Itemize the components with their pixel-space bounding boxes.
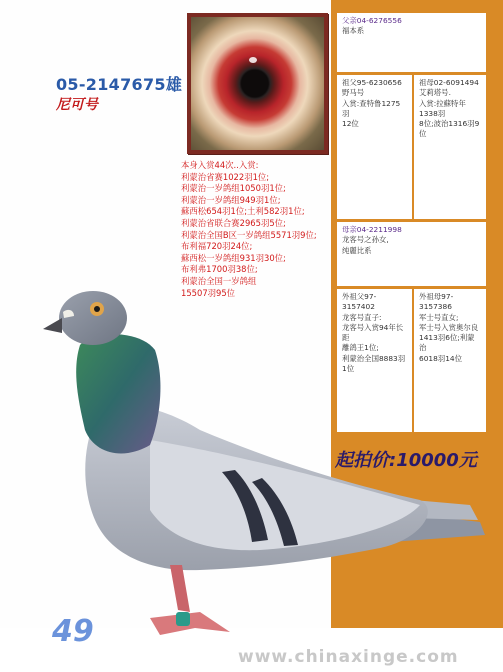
maternal-grandmother-ring: 外祖母97-3157386 — [419, 292, 454, 312]
father-card — [337, 13, 486, 72]
result-line: 利蒙治一岁鸽组949羽1位; — [181, 194, 281, 205]
father-line: 福本系 — [342, 26, 365, 36]
maternal-grandfather-line: 1位 — [342, 364, 355, 374]
paternal-grandmother-line: 入赏:拉蘇特年1338羽 — [419, 98, 466, 118]
page-number: 49 — [52, 614, 94, 649]
maternal-grandfather-line: 龙客号直子: — [342, 312, 382, 322]
result-line: 布利弗1700羽38位; — [181, 264, 258, 275]
paternal-grandfather-line: 野马号 — [342, 88, 365, 98]
eye-glint — [249, 57, 257, 63]
site-watermark: www.chinaxinge.com — [238, 647, 459, 667]
ring-number: 05-2147675雄 — [56, 75, 183, 94]
paternal-grandfather-ring: 祖父95-6230656 — [342, 78, 402, 87]
maternal-grandmother-line: 6018羽14位 — [419, 353, 462, 363]
paternal-grandmother-card — [414, 75, 486, 219]
starting-price: 起拍价:10000元 — [335, 450, 477, 471]
paternal-grandmother-line: 8位;波治1316羽9位 — [419, 119, 480, 139]
paternal-grandfather-line: 12位 — [342, 119, 359, 129]
maternal-grandmother-line: 军士号直女; — [419, 312, 459, 322]
paternal-grandmother-line: 艾莉塔号. — [419, 88, 451, 98]
eye-photo — [187, 13, 328, 154]
paternal-grandfather-line: 入赏:查特鲁1275羽 — [342, 98, 401, 118]
maternal-grandfather-card — [337, 289, 412, 432]
maternal-grandmother-line: 1413羽6位;利蒙治 — [419, 333, 475, 353]
maternal-grandfather-line: 利蒙治全国8883羽 — [342, 353, 406, 363]
result-line: 利蒙治省赛1022羽1位; — [181, 171, 270, 182]
paternal-grandmother-ring: 祖母02-6091494 — [419, 78, 479, 87]
result-line: 利蒙治全国一岁鸽组 — [181, 275, 257, 286]
pigeon-name: 尼可号 — [56, 97, 98, 113]
result-line: 布利福720羽24位; — [181, 241, 253, 252]
maternal-grandfather-line: 龙客号入赏94年长距 — [342, 322, 404, 343]
mother-ring: 母亲04-2211998 — [342, 225, 402, 234]
result-line: 利蒙治省联合赛2965羽5位; — [181, 217, 286, 228]
father-ring: 父亲04-6276556 — [342, 16, 402, 25]
maternal-grandmother-card — [414, 289, 486, 432]
result-line: 蘇西松654羽1位;土利582羽1位; — [181, 206, 305, 217]
mother-line: 龙客号之孙女, — [342, 235, 389, 245]
result-line: 15507羽95位 — [181, 287, 236, 298]
eye-iris — [191, 17, 324, 150]
race-results — [181, 160, 341, 299]
maternal-grandfather-ring: 外祖父97-3157402 — [342, 292, 377, 312]
result-line: 本身入赏44次..入赏: — [181, 160, 259, 170]
result-line: 蘇西松一岁鸽组931羽30位; — [181, 252, 286, 263]
maternal-grandfather-line: 離鸽王1位; — [342, 343, 379, 353]
paternal-grandfather-card — [337, 75, 412, 219]
mother-card — [337, 222, 486, 286]
maternal-grandmother-line: 军士号入赏奥尔良 — [419, 322, 479, 332]
result-line: 利蒙治全国B区一岁鸽组5571羽9位; — [181, 229, 317, 240]
result-line: 利蒙治一岁鸽组1050羽1位; — [181, 183, 286, 194]
mother-line: 纯麗比系 — [342, 245, 372, 255]
